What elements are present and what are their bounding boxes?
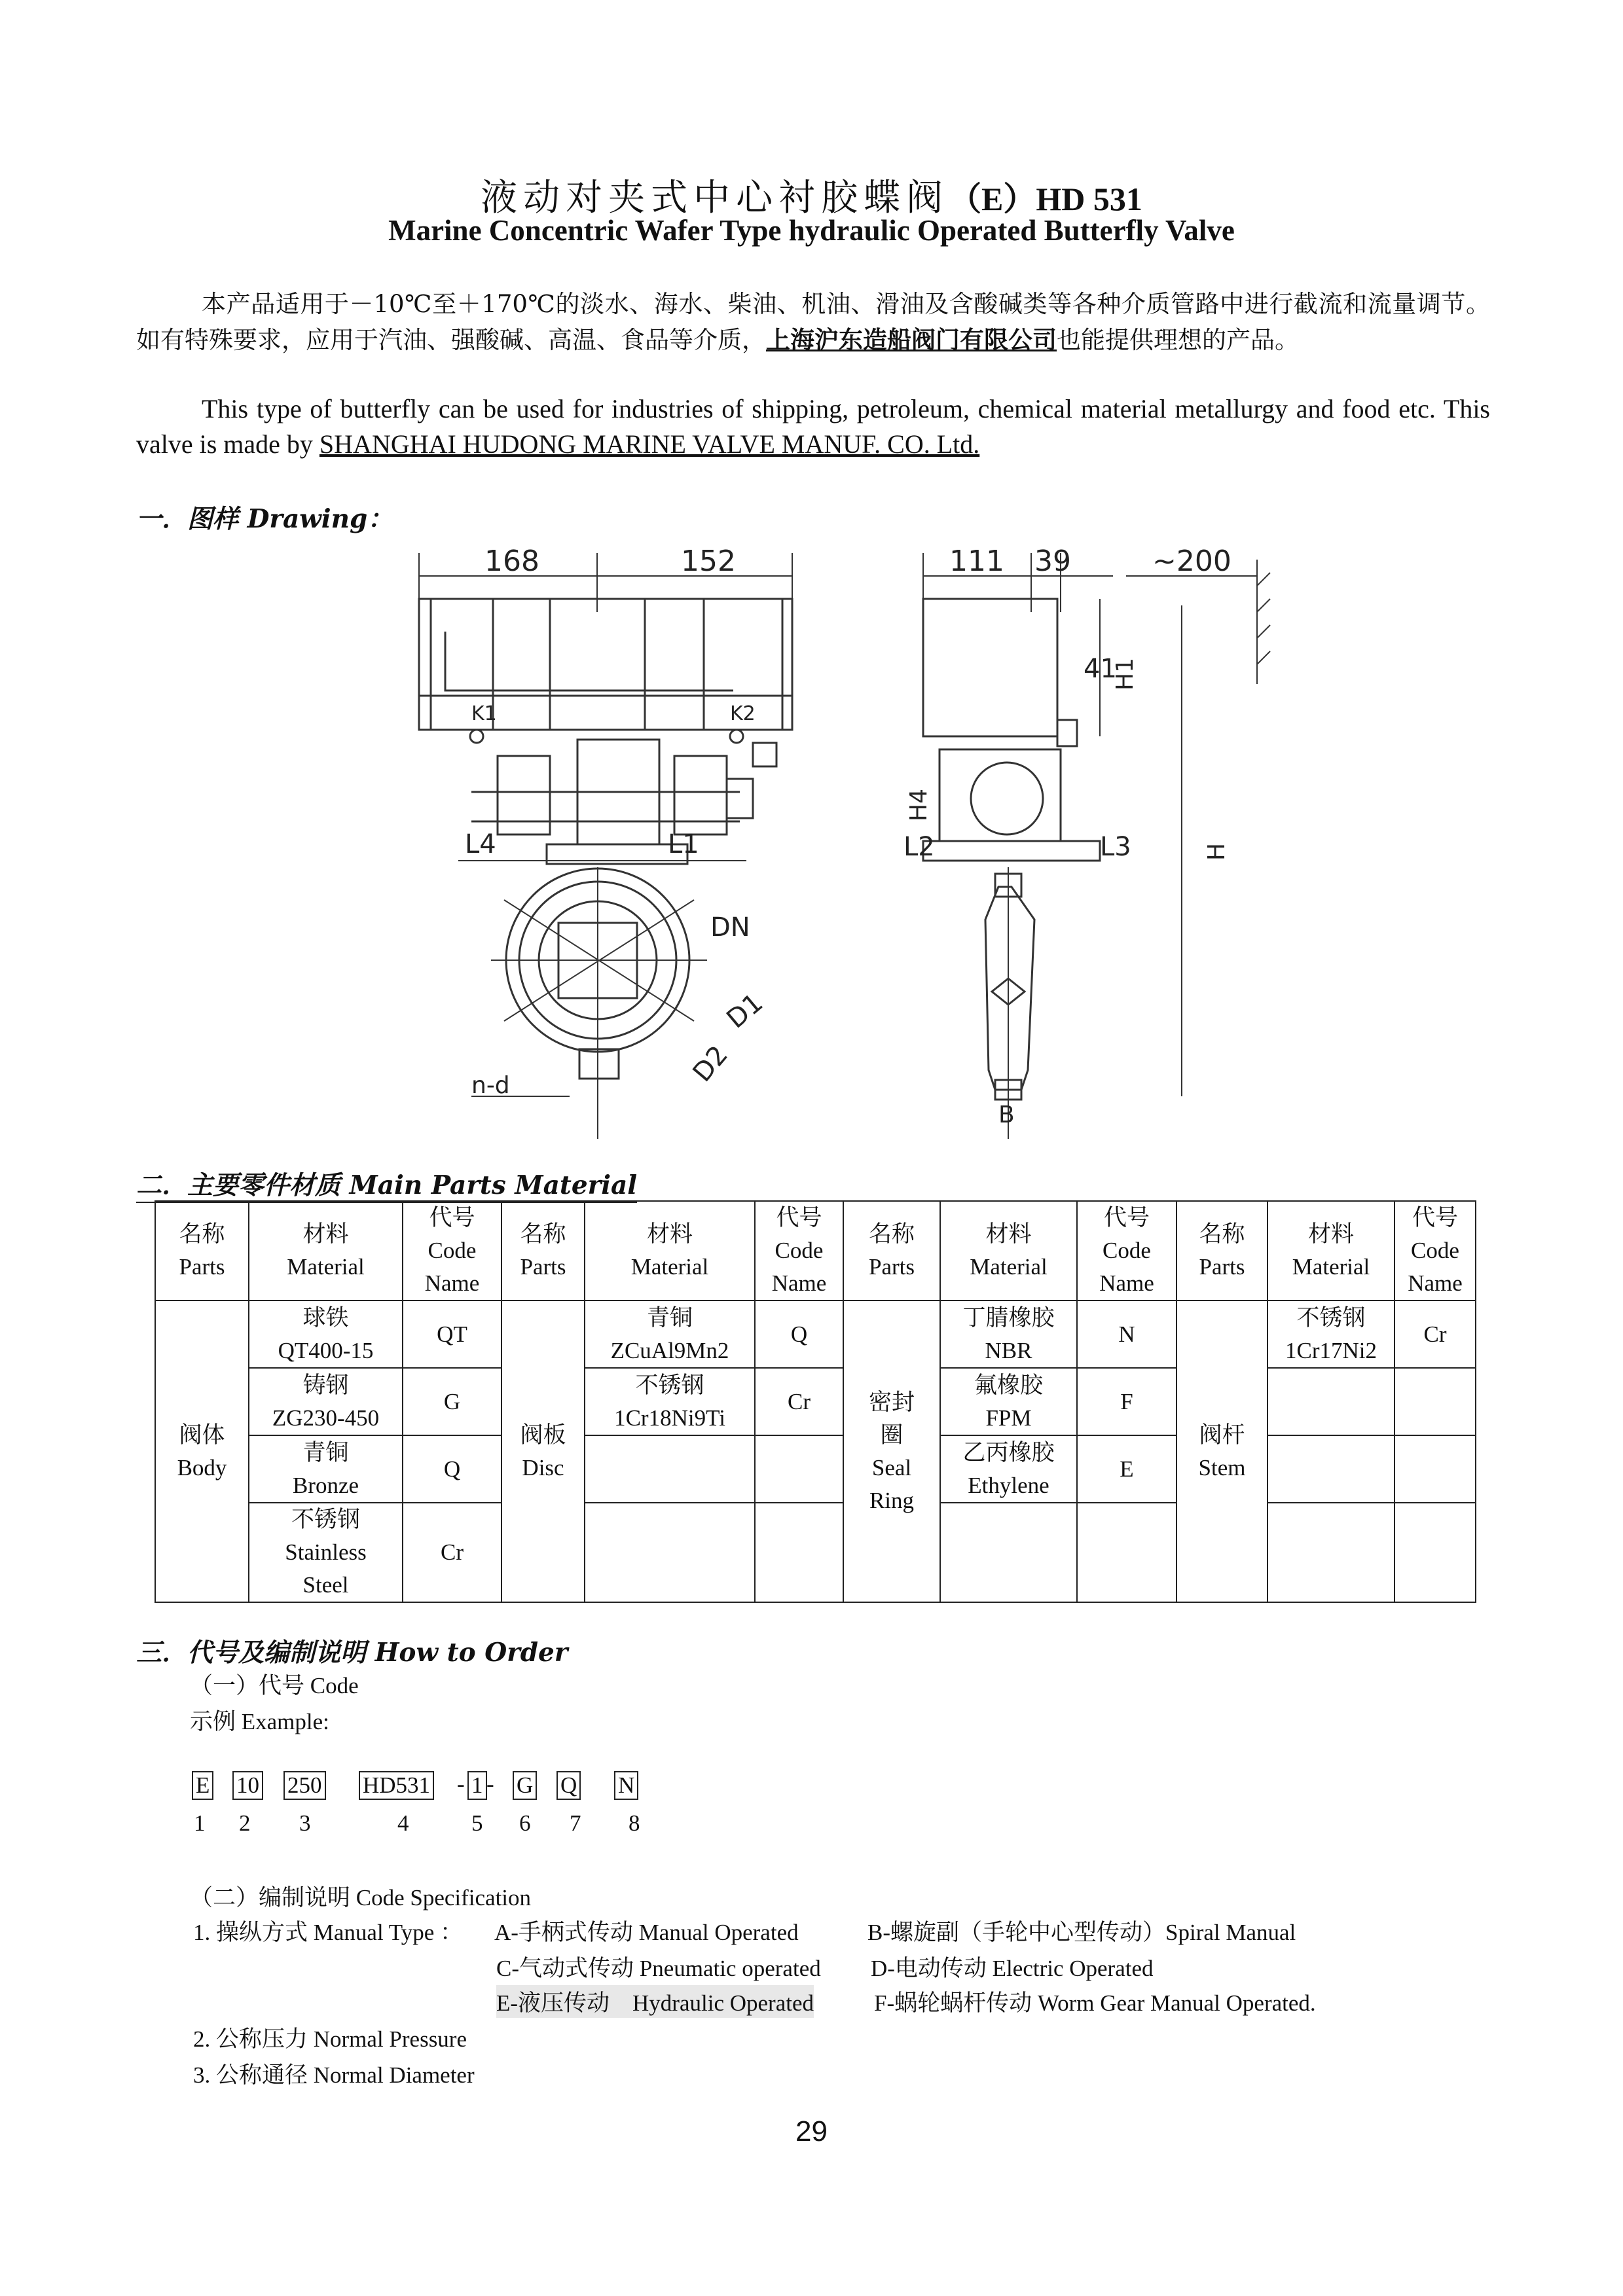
label-l3: L3 [1100, 832, 1131, 862]
material-cell: 不锈钢 Stainless Steel [249, 1503, 403, 1602]
front-view [419, 545, 792, 1139]
material-cell: 乙丙橡胶 Ethylene [940, 1435, 1077, 1503]
label-h: H [1203, 842, 1230, 861]
code-number: 2 [239, 1810, 251, 1836]
label-k2: K2 [730, 702, 756, 725]
empty-cell [940, 1503, 1077, 1602]
spec-heading: （二）编制说明 Code Specification [190, 1885, 532, 1910]
code-dash-2: - [486, 1771, 494, 1797]
spec-option-f: F-蜗轮蜗杆传动 Worm Gear Manual Operated. [874, 1990, 1316, 2016]
header-parts-cell: 名称 Parts [843, 1201, 940, 1300]
code-box-7: Q [556, 1771, 581, 1800]
label-nd: n-d [471, 1072, 510, 1099]
intro-cn [136, 287, 1490, 358]
material-cell: 氟橡胶 FPM [940, 1368, 1077, 1435]
material-cell: 铸钢 ZG230-450 [249, 1368, 403, 1435]
header-code-cell: 代号 Code Name [403, 1201, 501, 1300]
header-material-cell: 材料 Material [585, 1201, 755, 1300]
code-cell: Cr [1395, 1300, 1476, 1368]
header-code-cell: 代号 Code Name [1077, 1201, 1176, 1300]
table-row [155, 1300, 1476, 1368]
spec-option-d: D-电动传动 Electric Operated [871, 1956, 1154, 1981]
label-h1: H1 [1112, 658, 1139, 691]
label-h4: H4 [905, 789, 932, 821]
header-parts-cell: 名称 Parts [1176, 1201, 1267, 1300]
page-number: 29 [795, 2115, 828, 2147]
code-number: 6 [519, 1810, 531, 1836]
code-box-2: 10 [232, 1771, 263, 1800]
empty-cell [1267, 1368, 1395, 1435]
part-body-cell: 阀体 Body [155, 1300, 249, 1602]
code-box-6: G [513, 1771, 537, 1800]
table-row [155, 1368, 1476, 1435]
code-cell: Cr [755, 1368, 843, 1435]
title-code: （E）HD 531 [949, 181, 1142, 217]
material-cell: 不锈钢 1Cr18Ni9Ti [585, 1368, 755, 1435]
code-box-4: HD531 [359, 1771, 434, 1800]
code-number: 5 [471, 1810, 483, 1836]
spec-item-3: 3. 公称通径 Normal Diameter [193, 2062, 475, 2088]
label-41: 41 [1084, 654, 1117, 684]
label-d1: D1 [721, 988, 769, 1035]
code-box-5: 1 [467, 1771, 487, 1800]
dim-152: 152 [681, 545, 736, 578]
code-cell: Q [403, 1435, 501, 1503]
intro-cn-text: 本产品适用于－10℃至＋170℃的淡水、海水、柴油、机油、滑油及含酸碱类等各种介质管路中进行截流和流量调节。如有特殊要求，应用于汽油、强酸碱、高温、食品等介质， [136, 290, 1490, 354]
code-box-1: E [192, 1771, 213, 1800]
title-cn: 液动对夹式中心衬胶蝶阀 [481, 177, 949, 219]
side-view [903, 545, 1270, 1139]
part-seal-cell: 密封 圈 Seal Ring [843, 1300, 940, 1602]
empty-cell [1077, 1503, 1176, 1602]
section-order-heading: 三．代号及编制说明 How to Order [136, 1638, 568, 1668]
header-material-cell: 材料 Material [249, 1201, 403, 1300]
label-l2: L2 [903, 832, 935, 862]
table-row [155, 1435, 1476, 1503]
code-heading: （一）代号 Code [190, 1673, 359, 1698]
part-stem-cell: 阀杆 Stem [1176, 1300, 1267, 1602]
code-cell: Q [755, 1300, 843, 1368]
label-b: B [998, 1102, 1015, 1128]
parts-material-table [155, 1200, 1476, 1603]
code-cell: E [1077, 1435, 1176, 1503]
code-box-3: 250 [283, 1771, 326, 1800]
code-cell: Cr [403, 1503, 501, 1602]
material-cell: 丁腈橡胶 NBR [940, 1300, 1077, 1368]
header-material-cell: 材料 Material [940, 1201, 1077, 1300]
empty-cell [585, 1503, 755, 1602]
page-subtitle: Marine Concentric Wafer Type hydraulic Operated Butterfly Valve [388, 214, 1235, 247]
material-cell: 青铜 Bronze [249, 1435, 403, 1503]
spec-option-c: C-气动式传动 Pneumatic operated [496, 1956, 821, 1981]
table-header-row [155, 1201, 1476, 1300]
empty-cell [755, 1435, 843, 1503]
spec-item-1-label: 1. 操纵方式 Manual Type ： [193, 1920, 464, 1945]
spec-option-e: E-液压传动 Hydraulic Operated [496, 1985, 814, 2018]
empty-cell [1267, 1503, 1395, 1602]
code-cell: QT [403, 1300, 501, 1368]
part-disc-cell: 阀板 Disc [501, 1300, 585, 1602]
valve-drawing [406, 533, 1336, 1145]
header-parts-cell: 名称 Parts [155, 1201, 249, 1300]
material-cell: 球铁 QT400-15 [249, 1300, 403, 1368]
table-row [155, 1503, 1476, 1602]
intro-en-text: This type of butterfly can be used for industries of shipping, petroleum, chemical material metallurgy and food etc. This valve is made by [136, 394, 1490, 459]
intro-en [136, 391, 1490, 462]
empty-cell [1267, 1435, 1395, 1503]
code-number: 1 [194, 1810, 206, 1836]
label-l4: L4 [465, 829, 496, 859]
code-number: 4 [397, 1810, 409, 1836]
empty-cell [755, 1503, 843, 1602]
code-box-8: N [614, 1771, 638, 1800]
dim-111: 111 [949, 545, 1004, 578]
empty-cell [1395, 1435, 1476, 1503]
intro-en-company: SHANGHAI HUDONG MARINE VALVE MANUF. CO. Ltd. [319, 429, 980, 459]
code-cell: F [1077, 1368, 1176, 1435]
dim-200: ~200 [1152, 545, 1231, 578]
label-d2: D2 [687, 1040, 734, 1088]
code-cell: G [403, 1368, 501, 1435]
dim-39: 39 [1034, 545, 1071, 578]
header-parts-cell: 名称 Parts [501, 1201, 585, 1300]
empty-cell [1395, 1368, 1476, 1435]
spec-option-a: A-手柄式传动 Manual Operated [494, 1920, 799, 1945]
label-dn: DN [710, 912, 750, 942]
code-dash-1: - [457, 1771, 465, 1797]
header-code-cell: 代号 Code Name [1395, 1201, 1476, 1300]
code-cell: N [1077, 1300, 1176, 1368]
section-drawing-heading: 一．图样 Drawing： [136, 504, 393, 534]
code-number: 8 [629, 1810, 640, 1836]
example-label: 示例 Example: [190, 1709, 329, 1734]
section-material-heading: 二．主要零件材质 Main Parts Material [136, 1165, 637, 1203]
label-k1: K1 [471, 702, 497, 725]
intro-cn-company: 上海沪东造船阀门有限公司 [766, 325, 1057, 354]
material-cell: 青铜 ZCuAl9Mn2 [585, 1300, 755, 1368]
header-material-cell: 材料 Material [1267, 1201, 1395, 1300]
intro-cn-tail: 也能提供理想的产品。 [1057, 326, 1299, 354]
label-l1: L1 [668, 829, 699, 859]
header-code-cell: 代号 Code Name [755, 1201, 843, 1300]
dim-168: 168 [484, 545, 539, 578]
empty-cell [1395, 1503, 1476, 1602]
spec-item-2: 2. 公称压力 Normal Pressure [193, 2026, 467, 2052]
code-number: 7 [570, 1810, 581, 1836]
code-number: 3 [299, 1810, 311, 1836]
spec-option-b: B-螺旋副（手轮中心型传动）Spiral Manual [867, 1920, 1296, 1945]
material-cell: 不锈钢 1Cr17Ni2 [1267, 1300, 1395, 1368]
empty-cell [585, 1435, 755, 1503]
